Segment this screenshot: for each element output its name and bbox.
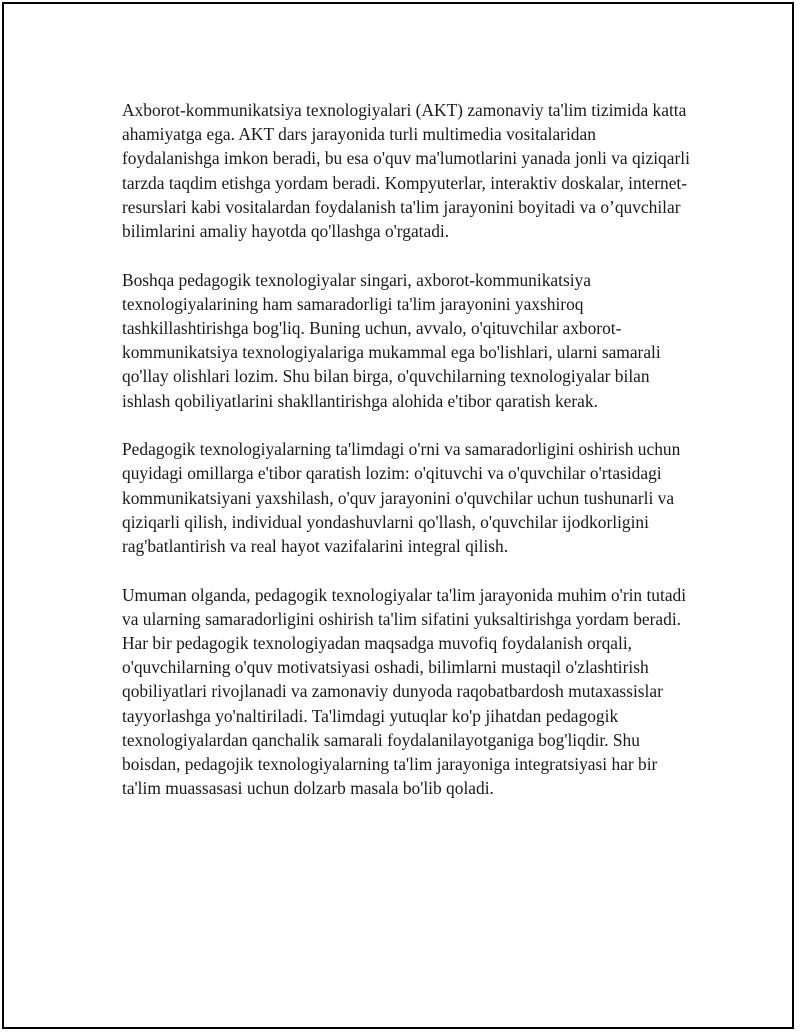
document-body — [122, 98, 694, 825]
page-frame — [2, 2, 794, 1029]
paragraph-1: Axborot-kommunikatsiya texnologiyalari (AKT) zamonaviy ta'lim tizimida katta ahamiyatga ega. AKT dars jarayonida turli multimedia vositalaridan foydalanishga imkon beradi, bu esa o'quv ma'lumotlarini yanada jonli va qiziqarli tarzda taqdim etishga yordam beradi. Kompyuterlar, interaktiv doskalar, internet-resurslari kabi vositalardan foydalanish ta'lim jarayonini boyitadi va o’quvchilar bilimlarini amaliy hayotda qo'llashga o'rgatadi. — [122, 100, 690, 242]
paragraph-2: Boshqa pedagogik texnologiyalar singari, axborot-kommunikatsiya texnologiyalarining ham samaradorligi ta'lim jarayonini yaxshiroq tashkillashtirishga bog'liq. Buning uchun, avvalo, o'qituvchilar axborot-kommunikatsiya texnologiyalariga mukammal ega bo'lishlari, ularni samarali qo'llay olishlari lozim. Shu bilan birga, o'quvchilarning texnologiyalar bilan ishlash qobiliyatlarini shakllantirishga alohida e'tibor qaratish kerak. — [122, 269, 661, 411]
paragraph-4: Umuman olganda, pedagogik texnologiyalar ta'lim jarayonida muhim o'rin tutadi va ularning samaradorligini oshirish ta'lim sifatini yuksaltirishga yordam beradi. Har bir pedagogik texnologiyadan maqsadga muvofiq foydalanish orqali, o'quvchilarning o'quv motivatsiyasi oshadi, bilimlarni mustaqil o'zlashtirish qobiliyatlari rivojlanadi va zamonaviy dunyoda raqobatbardosh mutaxassislar tayyorlashga yo'naltiriladi. Ta'limdagi yutuqlar ko'p jihatdan pedagogik texnologiyalardan qanchalik samarali foydalanilayotganiga bog'liqdir. Shu boisdan, pedagojik texnologiyalarning ta'lim jarayoniga integratsiyasi har bir ta'lim muassasasi uchun dolzarb masala bo'lib qoladi. — [122, 584, 687, 799]
paragraph-3: Pedagogik texnologiyalarning ta'limdagi o'rni va samaradorligini oshirish uchun quyidagi omillarga e'tibor qaratish lozim: o'qituvchi va o'quvchilar o'rtasidagi kommunikatsiyani yaxshilash, o'quv jarayonini o'quvchilar uchun tushunarli va qiziqarli qilish, individual yondashuvlarni qo'llash, o'quvchilar ijodkorligini rag'batlantirish va real hayot vazifalarini integral qilish. — [122, 439, 681, 557]
